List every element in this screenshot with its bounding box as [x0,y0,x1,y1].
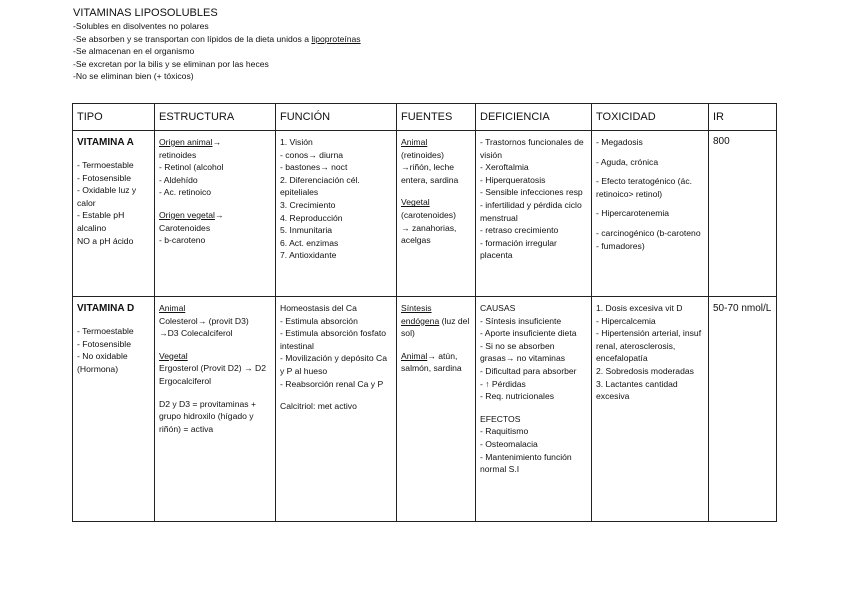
header-ir: IR [709,104,777,131]
intro-line-4: -Se excretan por la bilis y se eliminan por las heces [73,58,269,69]
deficiencia-line: - retraso crecimiento [480,225,559,236]
funcion-line: 6. Act. enzimas [280,237,339,248]
estructura-line: Colesterol→ (provit D3) [159,315,249,326]
fuente-line: (carotenoides) [401,209,456,220]
estructura-line: Carotenoides [159,222,211,233]
header-estructura: ESTRUCTURA [155,104,276,131]
toxicidad-line: - Hipercalcemia [596,315,656,326]
cell-vitD-tipo [73,297,155,522]
toxicidad-line: 3. Lactantes cantidad excesiva [596,378,678,402]
toxicidad-line: 2. Sobredosis moderadas [596,365,694,376]
tipo-line: - Estable pH alcalino [77,210,125,233]
tipo-line: - No oxidable [77,351,128,362]
toxicidad-line: - Aguda, crónica [596,156,659,167]
intro-line-2-text: -Se absorben y se transportan con lípidos de la dieta unidos a [73,33,312,44]
intro-line-1: -Solubles en disolventes no polares [73,21,209,31]
estructura-line: retinoides [159,149,197,160]
intro-line-2 [73,33,773,46]
lipoproteinas-term: lipoproteínas [311,33,361,44]
funcion-line: 1. Visión [280,137,313,147]
cell-vitA-estructura [155,131,276,297]
header-tipo: TIPO [73,104,155,131]
cell-vitD-fuentes [397,297,476,522]
fuente-line: (retinoides) [401,149,444,160]
funcion-line: Homeostasis del Ca [280,303,357,313]
funcion-line: 5. Inmunitaria [280,225,333,236]
funcion-line: - Estimula absorción fosfato intestinal [280,328,387,351]
header-fuentes: FUENTES [397,104,476,131]
cell-vitD-toxicidad [592,297,709,522]
vitamin-name: VITAMINA A [77,137,134,148]
funcion-line: - Reabsorción renal Ca y P [280,378,384,389]
table-row-vitamina-d [73,297,777,522]
fuente-animal: Animal→ atún, salmón, sardina [401,350,462,374]
intro-line-5: -No se eliminan bien (+ tóxicos) [73,71,194,82]
causa-line: - Req. nutricionales [480,391,555,402]
funcion-line: - conos→ diurna [280,149,344,160]
cell-vitA-funcion [276,131,397,297]
deficiencia-line: - Hiperqueratosis [480,174,546,185]
fuente-line: →riñón, leche entera, sardina [401,162,459,185]
causa-line: - Síntesis insuficiente [480,315,562,326]
ir-value: 50-70 nmol/L [713,303,772,314]
tipo-line: - Termoestable [77,160,134,170]
causa-line: - Si no se absorben grasas→ no vitaminas [480,340,566,364]
funcion-line: 2. Diferenciación cél. epiteliales [280,174,360,198]
cell-vitA-fuentes [397,131,476,297]
header-toxicidad: TOXICIDAD [592,104,709,131]
estructura-line: - Aldehído [159,174,198,185]
calcitriol-note: Calcitriol: met activo [280,401,357,412]
origen-animal-heading: Origen animal→ [159,137,222,147]
efecto-line: - Raquitismo [480,426,529,437]
toxicidad-line: 1. Dosis excesiva vit D [596,303,683,313]
cell-vitD-funcion [276,297,397,522]
tipo-line: (Hormona) [77,363,119,374]
funcion-line: 3. Crecimiento [280,199,336,210]
efecto-line: - Osteomalacia [480,438,538,449]
funcion-line: 7. Antioxidante [280,250,337,261]
funcion-line: 4. Reproducción [280,212,343,223]
tipo-line: - Fotosensible [77,172,131,183]
intro-line-3: -Se almacenan en el organismo [73,46,195,57]
cell-vitD-ir [709,297,777,522]
fuente-line: → zanahorias, acelgas [401,222,457,246]
deficiencia-line: - Trastornos funcionales de visión [480,137,584,160]
table-row-vitamina-a [73,131,777,297]
toxicidad-line: - Hipercarotenemia [596,208,670,219]
toxicidad-line: - Megadosis [596,137,643,147]
vitamin-name: VITAMINA D [77,303,135,314]
estructura-animal-heading: Animal [159,303,186,313]
cell-vitD-deficiencia [476,297,592,522]
cell-vitA-tipo [73,131,155,297]
ir-value: 800 [713,136,730,147]
estructura-line: - Ac. retinoico [159,187,212,198]
deficiencia-line: - Sensible infecciones resp [480,187,583,198]
intro-block [73,6,773,83]
document-title: VITAMINAS LIPOSOLUBLES [73,7,218,19]
cell-vitA-ir [709,131,777,297]
deficiencia-line: - Xeroftalmia [480,162,529,173]
table-header-row [73,104,777,131]
causa-line: - Aporte insuficiente dieta [480,328,577,339]
deficiencia-line: - formación irregular placenta [480,237,557,261]
estructura-line: Ergosterol (Provit D2) → D2 Ergocalciferol [159,363,266,386]
fuente-vegetal-heading: Vegetal [401,197,430,208]
efectos-heading: EFECTOS [480,413,521,424]
funcion-line: - Estimula absorción [280,315,358,326]
estructura-line: - Retinol (alcohol [159,162,224,173]
vitamins-table [72,103,777,522]
tipo-line: NO a pH ácido [77,235,134,246]
funcion-line: - bastones→ noct [280,162,348,173]
origen-vegetal-heading: Origen vegetal→ [159,209,224,220]
efecto-line: - Mantenimiento función normal S.I [480,451,572,475]
cell-vitA-deficiencia [476,131,592,297]
tipo-line: - Fotosensible [77,338,131,349]
causas-heading: CAUSAS [480,303,516,313]
estructura-note: D2 y D3 = provitaminas + grupo hidroxilo (hígado y riñón) = activa [159,398,256,434]
deficiencia-line: - infertilidad y pérdida ciclo menstrual [480,199,582,223]
tipo-line: - Oxidable luz y calor [77,185,137,208]
tipo-line: - Termoestable [77,326,134,336]
header-funcion: FUNCIÓN [276,104,397,131]
estructura-vegetal-heading: Vegetal [159,350,188,361]
toxicidad-line: - Hipertensión arterial, insuf renal, aterosclerosis, encefalopatía [596,328,702,364]
estructura-line: →D3 Colecalciferol [159,328,233,339]
toxicidad-line: - carcinogénico (b-caroteno - fumadores) [596,227,701,251]
header-deficiencia: DEFICIENCIA [476,104,592,131]
funcion-line: - Movilización y depósito Ca y P al hueso [280,353,387,376]
causa-line: - Dificultad para absorber [480,365,577,376]
cell-vitA-toxicidad [592,131,709,297]
toxicidad-line: - Efecto teratogénico (ác. retinoico> retinol) [596,176,693,199]
fuente-sintesis: Síntesis endógena (luz del sol) [401,303,470,339]
cell-vitD-estructura [155,297,276,522]
estructura-line: - b-caroteno [159,235,206,246]
fuente-animal-heading: Animal [401,137,428,147]
causa-line: - ↑ Pérdidas [480,378,526,389]
